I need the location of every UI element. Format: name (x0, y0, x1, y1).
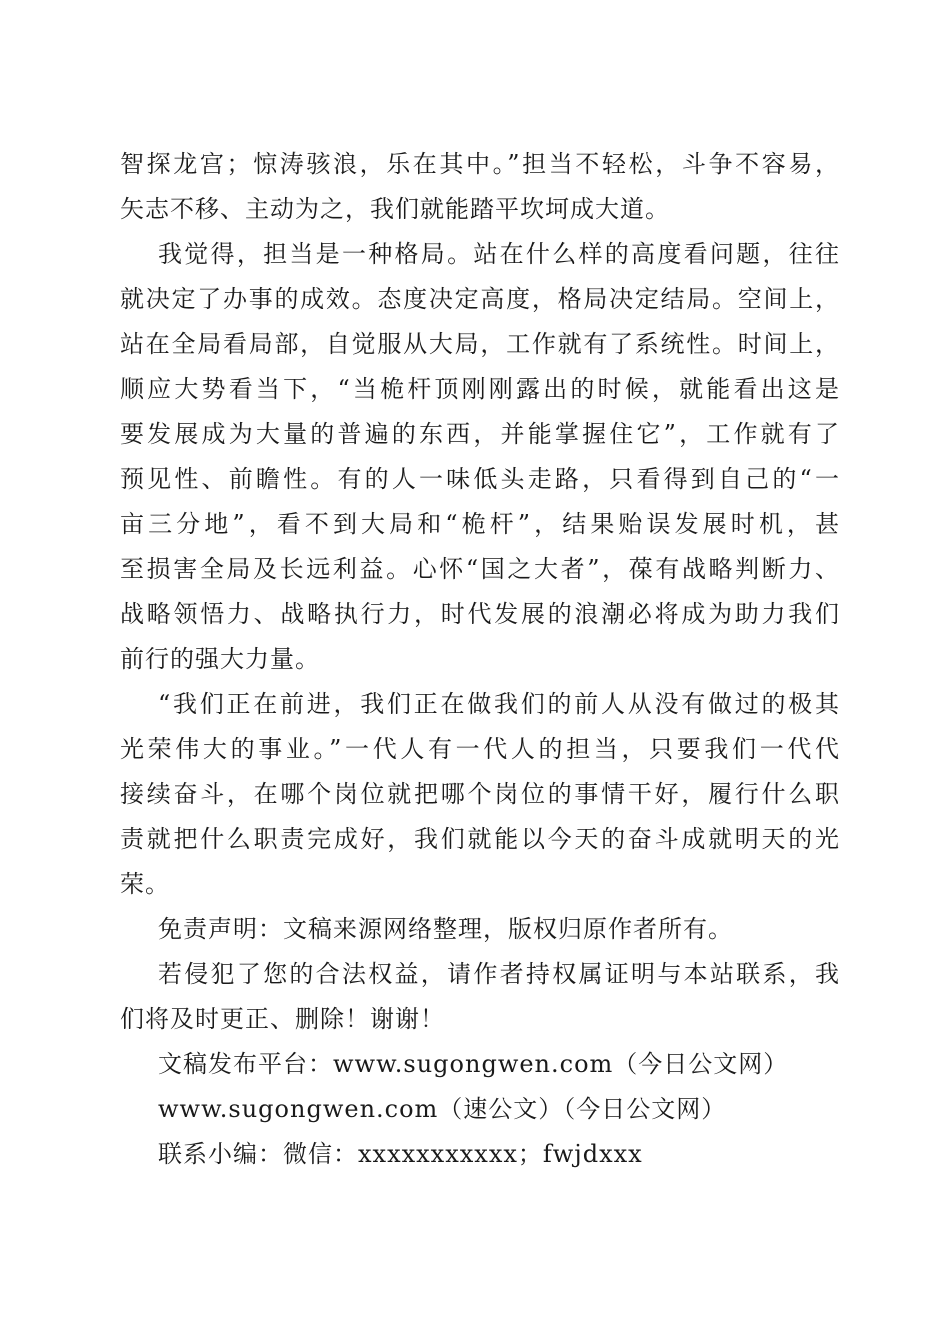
paragraph-line: 顺应大势看当下，“当桅杆顶刚刚露出的时候，就能看出这是 (120, 375, 840, 403)
contact-line: 联系小编：微信：xxxxxxxxxxx；fwjdxxx (158, 1140, 643, 1168)
paragraph-line: 战略领悟力、战略执行力，时代发展的浪潮必将成为助力我们 (120, 600, 840, 628)
paragraph-line: 至损害全局及长远利益。心怀“国之大者”，葆有战略判断力、 (120, 555, 840, 583)
paragraph-line: 责就把什么职责完成好，我们就能以今天的奋斗成就明天的光 (120, 825, 840, 853)
disclaimer-line: 免责声明：文稿来源网络整理，版权归原作者所有。 (158, 915, 733, 943)
paragraph-line: 亩三分地”，看不到大局和“桅杆”，结果贻误发展时机，甚 (120, 510, 840, 538)
paragraph-line: 就决定了办事的成效。态度决定高度，格局决定结局。空间上， (120, 285, 840, 313)
disclaimer-line: 若侵犯了您的合法权益，请作者持权属证明与本站联系，我 (158, 960, 840, 988)
paragraph-line: 智探龙宫；惊涛骇浪，乐在其中。”担当不轻松，斗争不容易， (120, 150, 840, 178)
paragraph-line: 接续奋斗，在哪个岗位就把哪个岗位的事情干好，履行什么职 (120, 780, 840, 808)
paragraph-line: 前行的强大力量。 (120, 645, 320, 673)
site-url-line: www.sugongwen.com（速公文）（今日公文网） (158, 1095, 727, 1123)
paragraph-line: “我们正在前进，我们正在做我们的前人从没有做过的极其 (158, 690, 840, 718)
paragraph-line: 光荣伟大的事业。”一代人有一代人的担当，只要我们一代代 (120, 735, 840, 763)
paragraph-line: 要发展成为大量的普遍的东西，并能掌握住它”，工作就有了 (120, 420, 840, 448)
paragraph-line: 预见性、前瞻性。有的人一味低头走路，只看得到自己的“一 (120, 465, 840, 493)
paragraph-line: 矢志不移、主动为之，我们就能踏平坎坷成大道。 (120, 195, 670, 223)
paragraph-line: 站在全局看局部，自觉服从大局，工作就有了系统性。时间上， (120, 330, 840, 358)
disclaimer-line: 们将及时更正、删除！谢谢！ (120, 1005, 445, 1033)
paragraph-line: 我觉得，担当是一种格局。站在什么样的高度看问题，往往 (158, 240, 840, 268)
paragraph-line: 荣。 (120, 870, 170, 898)
publish-platform-line: 文稿发布平台：www.sugongwen.com（今日公文网） (158, 1050, 789, 1078)
